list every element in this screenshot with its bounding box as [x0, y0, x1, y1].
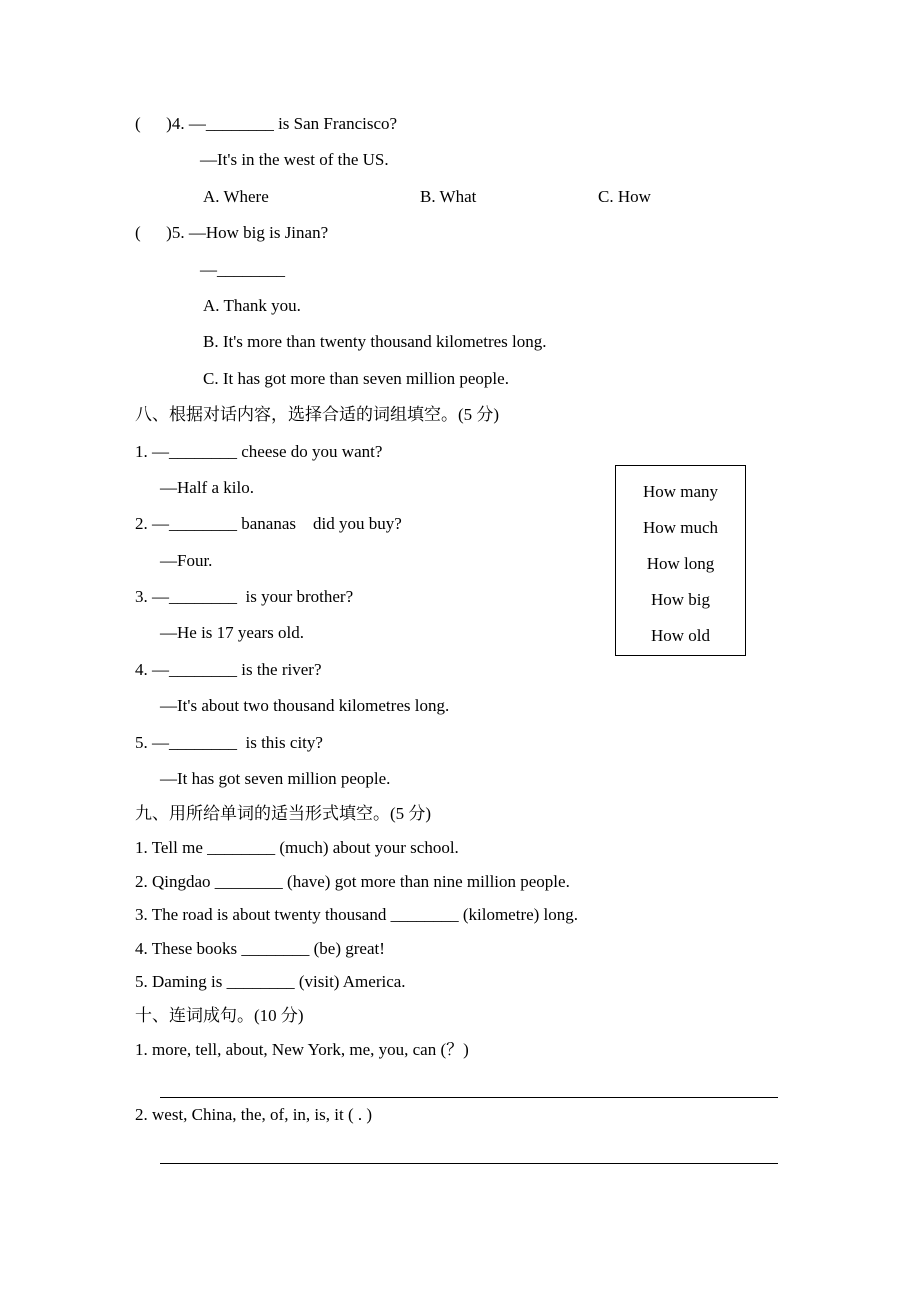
mc-q4-option-c: C. How	[598, 186, 651, 206]
section9-item4: 4. These books ________ (be) great!	[135, 938, 385, 958]
word-option-how-big: How big	[650, 590, 711, 609]
mc-q5-option-a: A. Thank you.	[203, 295, 301, 315]
section8-item3-answer: —He is 17 years old.	[160, 623, 305, 643]
answer-blank-line-1	[160, 1066, 778, 1098]
section8-item4-question: 4. —________ is the river?	[135, 659, 322, 679]
word-choice-box	[615, 465, 746, 656]
word-option-how-old: How old	[650, 626, 711, 645]
section9-heading: 九、用所给单词的适当形式填空。(5 分)	[135, 804, 432, 824]
mc-question-5: ( )5. —How big is Jinan?	[135, 223, 329, 243]
word-option-how-many: How many	[642, 482, 719, 501]
section8-heading: 八、根据对话内容，选择合适的词组填空。(5 分)	[135, 405, 500, 425]
mc-question-4-reply: —It's in the west of the US.	[200, 150, 389, 170]
section8-item5-answer: —It has got seven million people.	[160, 769, 391, 789]
section8-item1-answer: —Half a kilo.	[160, 477, 254, 497]
mc-question-5-reply: —________	[200, 259, 285, 279]
word-option-how-much: How much	[642, 518, 719, 537]
mc-q4-option-b: B. What	[420, 186, 477, 206]
mc-question-4: ( )4. —________ is San Francisco?	[135, 114, 398, 133]
section10-heading: 十、连词成句。(10 分)	[135, 1005, 304, 1025]
section10-item1: 1. more, tell, about, New York, me, you, can (？)	[135, 1039, 469, 1059]
mc-q5-option-c: C. It has got more than seven million people.	[203, 368, 509, 388]
word-option-how-long: How long	[646, 554, 715, 573]
section8-item1-question: 1. —________ cheese do you want?	[135, 441, 383, 461]
section8-item2-question: 2. —________ bananas did you buy?	[135, 514, 402, 534]
section10-item2: 2. west, China, the, of, in, is, it ( . )	[135, 1105, 373, 1125]
mc-q5-option-b: B. It's more than twenty thousand kilometres long.	[203, 332, 547, 352]
mc-q4-option-a: A. Where	[203, 186, 269, 206]
section8-item2-answer: —Four.	[160, 550, 213, 570]
mc-question-4-options	[135, 179, 920, 215]
section9-item1: 1. Tell me ________ (much) about your school.	[135, 838, 459, 858]
section8-item4-answer: —It's about two thousand kilometres long.	[160, 696, 450, 716]
section9-item5: 5. Daming is ________ (visit) America.	[135, 972, 406, 992]
section8-item3-question: 3. —________ is your brother?	[135, 587, 354, 607]
section9-item2: 2. Qingdao ________ (have) got more than nine million people.	[135, 871, 570, 891]
section9-item3: 3. The road is about twenty thousand ________ (kilometre) long.	[135, 905, 579, 925]
answer-blank-line-2	[160, 1132, 778, 1164]
section8-item5-question: 5. —________ is this city?	[135, 732, 323, 752]
